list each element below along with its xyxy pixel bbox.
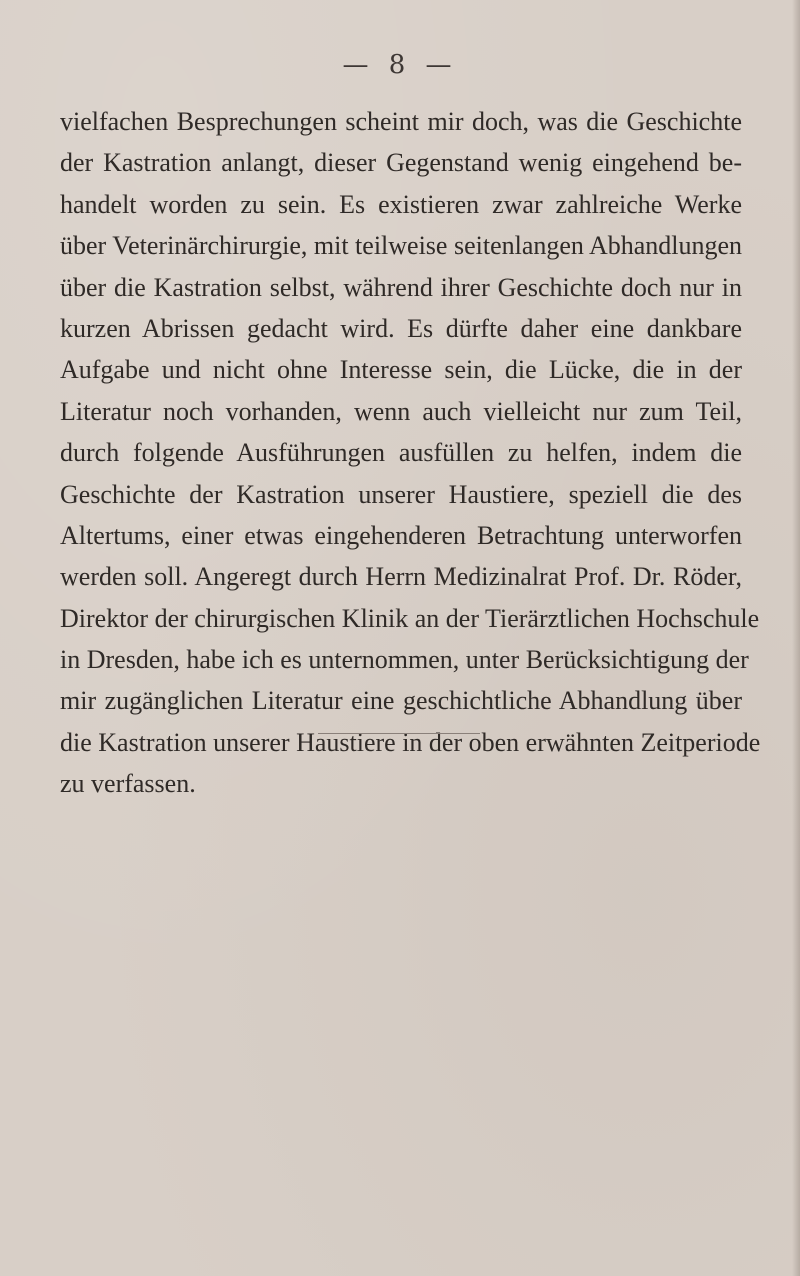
text-line-last: zu verfassen.	[60, 769, 196, 799]
text-line: durch folgende Ausführungen ausfüllen zu helfen, indem die	[60, 438, 742, 468]
text-line: vielfachen Besprechungen scheint mir doch, was die Geschichte	[60, 107, 742, 136]
text-line: handelt worden zu sein. Es existieren zwar zahlreiche Werke	[60, 189, 742, 219]
text-line: der Kastration anlangt, dieser Gegenstand wenig eingehend be-	[60, 148, 742, 178]
section-divider	[318, 733, 480, 734]
body-text	[60, 101, 761, 805]
page-edge-shadow	[792, 0, 800, 1276]
text-line: Literatur noch vorhanden, wenn auch vielleicht nur zum Teil,	[60, 396, 742, 426]
text-line: mir zugänglichen Literatur eine geschichtliche Abhandlung über	[60, 686, 742, 716]
text-line: die Kastration unserer Haustiere in der oben erwähnten Zeitperiode	[60, 727, 761, 757]
page-number: — 8 —	[342, 50, 458, 80]
text-line: Geschichte der Kastration unserer Haustiere, speziell die des	[60, 479, 742, 509]
text-line: in Dresden, habe ich es unternommen, unter Berücksichtigung der	[60, 645, 749, 675]
text-line: Direktor der chirurgischen Klinik an der Tierärztlichen Hochschule	[60, 603, 760, 633]
text-line: kurzen Abrissen gedacht wird. Es dürfte daher eine dankbare	[60, 313, 742, 343]
text-line: über Veterinärchirurgie, mit teilweise seitenlangen Abhandlungen	[60, 231, 743, 261]
text-line: Aufgabe und nicht ohne Interesse sein, die Lücke, die in der	[60, 355, 742, 385]
text-line: Altertums, einer etwas eingehenderen Betrachtung unterworfen	[60, 520, 742, 550]
text-line: über die Kastration selbst, während ihrer Geschichte doch nur in	[60, 272, 742, 302]
text-line: werden soll. Angeregt durch Herrn Medizinalrat Prof. Dr. Röder,	[60, 562, 742, 592]
